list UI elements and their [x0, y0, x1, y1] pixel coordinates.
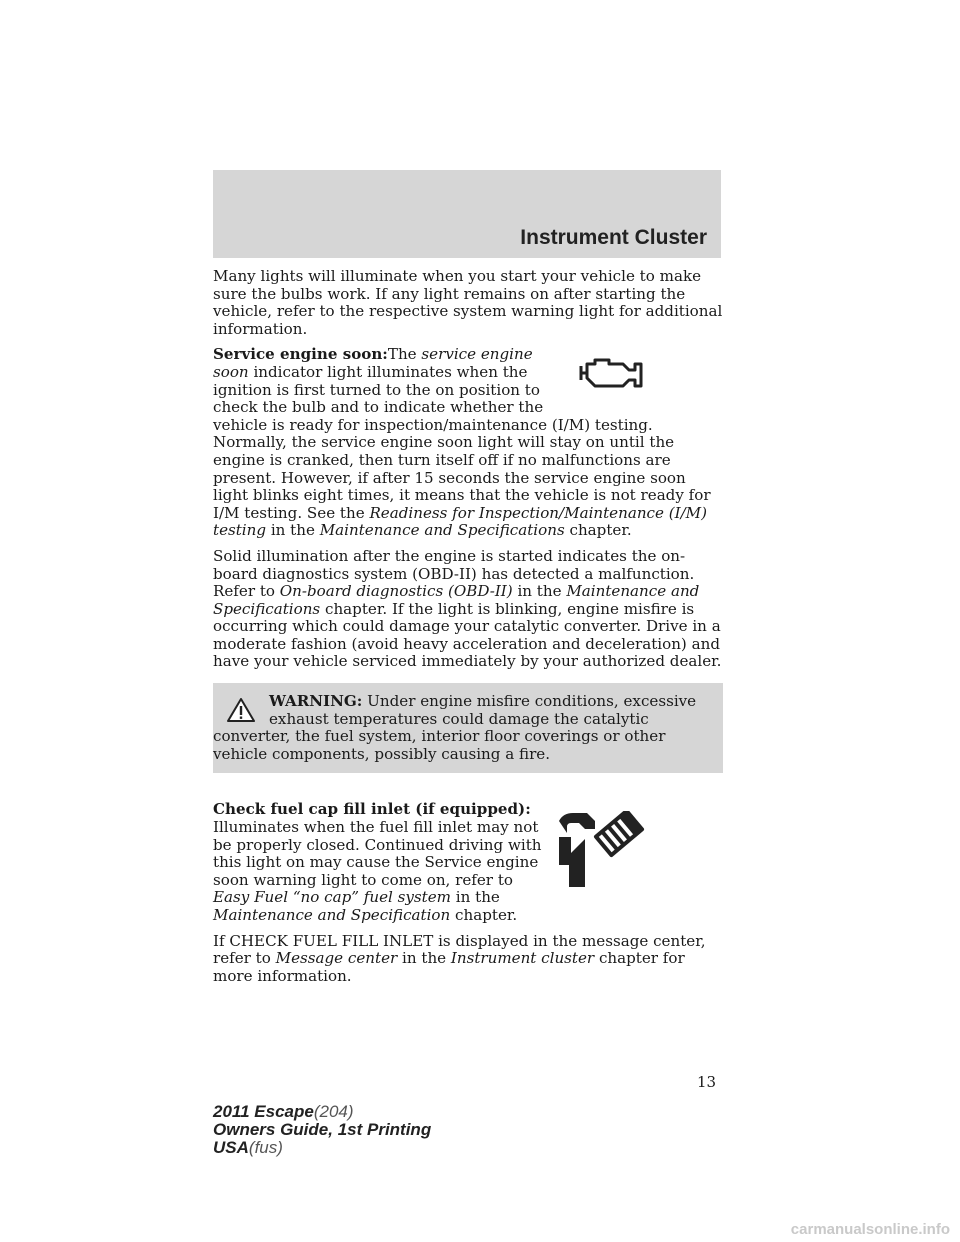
fuel-cap-label: Check fuel cap fill inlet (if equipped):: [213, 800, 531, 819]
italic-run: Easy Fuel “no cap” fuel system: [213, 888, 451, 907]
fuel-cap-icon: [557, 811, 653, 894]
warning-triangle-icon: [227, 697, 255, 725]
text-run: chapter for more information.: [213, 949, 685, 985]
intro-paragraph: Many lights will illuminate when you start your vehicle to make sure the bulbs work. If any light remains on after starting the vehicle, refer to the respective system warning light for additional information.: [213, 267, 723, 338]
text-run: chapter. If the light is blinking, engine misfire is occurring which could damage your catalytic converter. Drive in a moderate fashion (avoid heavy acceleration and deceleration) and have your vehicle serviced immediately by your authorized dealer.: [213, 599, 722, 671]
text-run: in the: [512, 582, 567, 601]
header-band: [213, 170, 721, 258]
text-run: in the: [451, 888, 500, 907]
footer: [213, 1103, 431, 1157]
text-run: indicator light illuminates when the ignition is first turned to the on position to check the bulb and to indicate whether the vehicle is ready for inspection/maintenance (I/M) testing. Normally, the service engine soon light will stay on until the engine is cranked, then turn itself off if no malfunctions are present. However, if after 15 seconds the service engine soon light blinks eight times, it means that the vehicle is not ready for I/M testing. See the: [213, 362, 711, 522]
service-engine-paragraph: [213, 346, 723, 540]
italic-run: Instrument cluster: [450, 949, 595, 968]
footer-line-3: [213, 1139, 431, 1157]
italic-run: Readiness for Inspection/Maintenance (I/M) testing: [213, 503, 708, 540]
italic-run: service engine soon: [213, 345, 533, 381]
footer-line-2: Owners Guide, 1st Printing: [213, 1120, 432, 1139]
watermark: carmanualsonline.info: [790, 1221, 950, 1238]
solid-illumination-paragraph: [213, 548, 723, 671]
warning-box: [213, 683, 723, 773]
engine-icon: [577, 352, 649, 401]
text-run: chapter.: [450, 906, 518, 924]
italic-run: Maintenance and Specifications: [213, 582, 700, 618]
text-run: Under engine misfire conditions, excessive exhaust temperatures could damage the catalytic converter, the fuel system, interior floor coverings or other vehicle components, possibly causing a fire.: [213, 692, 697, 763]
page-content: [213, 268, 723, 993]
warning-text: [213, 693, 713, 763]
text-run: If CHECK FUEL FILL INLET is displayed in the message center, refer to: [213, 931, 706, 968]
page-number: 13: [697, 1073, 717, 1091]
italic-run: Maintenance and Specifications: [319, 521, 565, 540]
text-run: Illuminates when the fuel fill inlet may not be properly closed. Continued driving with this light on may cause the Service engine soon warning light to come on, refer to: [213, 818, 542, 889]
footer-model-code: (204): [313, 1102, 354, 1121]
footer-market-code: (fus): [248, 1138, 283, 1157]
warning-label: WARNING:: [269, 692, 363, 711]
text-run: Solid illumination after the engine is started indicates the on-board diagnostics system (OBD-II) has detected a malfunction. Refer to: [213, 546, 695, 601]
text-run: chapter.: [564, 521, 632, 540]
text-run: in the: [397, 949, 451, 968]
text-run: The: [387, 345, 422, 364]
footer-market: USA: [213, 1138, 249, 1157]
check-fuel-paragraph: [213, 933, 723, 986]
italic-run: Maintenance and Specification: [213, 906, 451, 924]
footer-model: 2011 Escape: [213, 1102, 314, 1121]
section-title: Instrument Cluster: [520, 226, 707, 249]
service-engine-label: Service engine soon:: [213, 345, 388, 364]
footer-line-1: [213, 1103, 431, 1121]
text-run: in the: [266, 521, 320, 540]
fuel-cap-paragraph: [213, 801, 723, 924]
italic-run: Message center: [275, 949, 398, 968]
italic-run: On-board diagnostics (OBD-II): [279, 582, 513, 601]
